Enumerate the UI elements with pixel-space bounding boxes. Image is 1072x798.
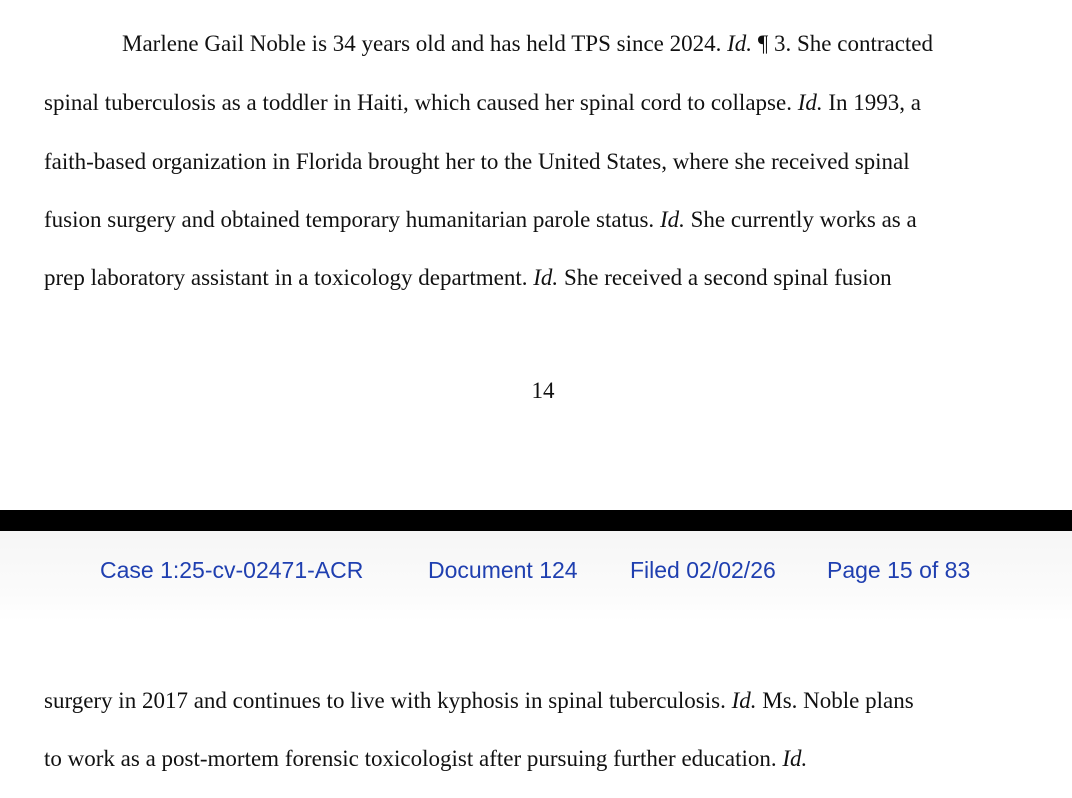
case-number: Case 1:25-cv-02471-ACR (100, 557, 364, 583)
document-number: Document 124 (428, 557, 578, 583)
body-line-2: spinal tuberculosis as a toddler in Haiti, which caused her spinal cord to collapse. Id. In 1993, a (44, 90, 921, 115)
body-line-6: surgery in 2017 and continues to live with kyphosis in spinal tuberculosis. Id. Ms. Noble plans (44, 688, 914, 713)
page-divider (0, 510, 1072, 531)
body-line-1: Marlene Gail Noble is 34 years old and has held TPS since 2024. Id. ¶ 3. She contracted (122, 31, 934, 56)
page-15-top (0, 531, 1072, 798)
ecf-filing-header (0, 531, 1072, 621)
body-line-4: fusion surgery and obtained temporary humanitarian parole status. Id. She currently works as a (44, 207, 917, 232)
body-line-7: to work as a post-mortem forensic toxicologist after pursuing further education. Id. (44, 746, 808, 771)
body-line-3: faith-based organization in Florida brought her to the United States, where she received spinal (44, 149, 910, 174)
body-line-5: prep laboratory assistant in a toxicology department. Id. She received a second spinal fusion (44, 265, 892, 290)
page-number: 14 (531, 378, 555, 403)
page-count: Page 15 of 83 (827, 557, 971, 583)
filed-date: Filed 02/02/26 (630, 557, 776, 583)
